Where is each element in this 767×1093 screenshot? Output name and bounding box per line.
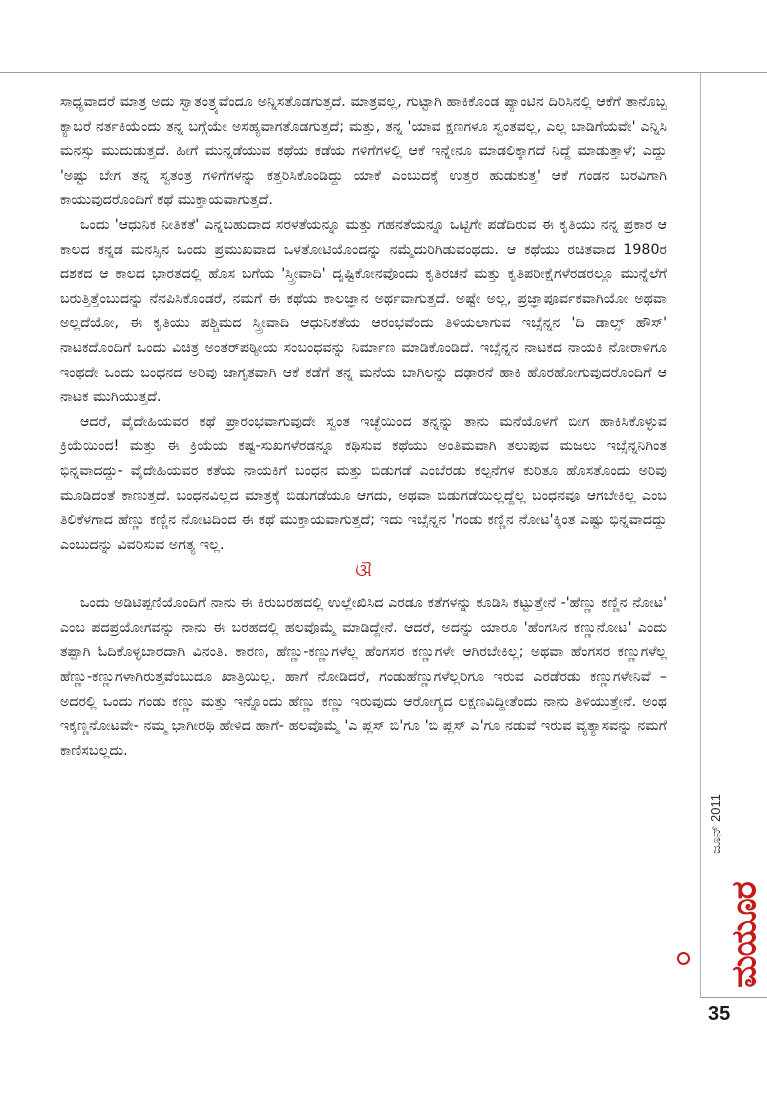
magazine-logo [723, 879, 767, 991]
circle-bullet-icon [677, 952, 690, 965]
page-number-rule [700, 997, 767, 998]
magazine-logo-text: ಮಯೂರ [725, 882, 765, 988]
issue-date-text: ಜೂನ್ 2011 [708, 793, 724, 855]
section-break-ornament-icon: ଔ [355, 561, 372, 582]
header-rule [0, 72, 767, 73]
paragraph: ಸಾಧ್ಯವಾದರೆ ಮಾತ್ರ ಅದು ಸ್ವಾತಂತ್ರ್ಯವೆಂದೂ ಅನ್ನಿಸತೊಡಗುತ್ತದೆ. ಮಾತ್ರವಲ್ಲ, ಗುಟ್ಟಾಗಿ ಹಾಕಿಕೊಂಡ ಪ್ಯಾಂಟಿನ ದಿರಿಸಿನಲ್ಲಿ ಆಕೆಗೆ ತಾನೊಬ್ಬ ಕ್ಯಾಬರೆ ನರ್ತಕಿಯೆಂದು ತನ್ನ ಬಗ್ಗೆಯೇ ಅಸಹ್ಯವಾಗತೊಡಗುತ್ತದೆ; ಮತ್ತು, ತನ್ನ 'ಯಾವ ಕ್ಷಣಗಳೂ ಸ್ವಂತವಲ್ಲ, ಎಲ್ಲ ಬಾಡಿಗೆಯವೇ' ಎನ್ನಿಸಿ ಮನಸ್ಸು ಮುದುಡುತ್ತದೆ. ಹೀಗೆ ಮುನ್ನಡೆಯುವ ಕಥೆಯ ಕಡೆಯ ಗಳಿಗೆಗಳಲ್ಲಿ ಆಕೆ ಇನ್ನೇನೂ ಮಾಡಲಿಕ್ಕಾಗದೆ ನಿದ್ದೆ ಮಾಡುತ್ತಾಳೆ; ಎದ್ದು 'ಅಷ್ಟು ಬೇಗ ತನ್ನ ಸ್ವತಂತ್ರ ಗಳಿಗೆಗಳನ್ನು ಕತ್ತರಿಸಿಕೊಂಡಿದ್ದು ಯಾಕೆ ಎಂಬುದಕ್ಕೆ ಉತ್ತರ ಹುಡುಕುತ್ತ' ಆಕೆ ಗಂಡನ ಬರವಿಗಾಗಿ ಕಾಯುವುದರೊಂದಿಗೆ ಕಥೆ ಮುಕ್ತಾಯವಾಗುತ್ತದೆ. [60, 94, 667, 209]
margin-masthead [701, 775, 767, 995]
page-number: 35 [708, 1003, 731, 1025]
issue-date [701, 775, 731, 873]
article-body [60, 90, 667, 763]
paragraph: ಆದರೆ, ವೈದೇಹಿಯವರ ಕಥೆ ಪ್ರಾರಂಭವಾಗುವುದೇ ಸ್ವಂತ ಇಚ್ಛೆಯಿಂದ ತನ್ನನ್ನು ತಾನು ಮನೆಯೊಳಗೆ ಬೀಗ ಹಾಕಿಸಿಕೊಳ್ಳುವ ಕ್ರಿಯೆಯಿಂದ! ಮತ್ತು ಈ ಕ್ರಿಯೆಯ ಕಷ್ಟ-ಸುಖಗಳೆರಡನ್ನೂ ಕಥಿಸುವ ಕಥೆಯು ಅಂತಿಮವಾಗಿ ತಲುಪುವ ಮಜಲು ಇಬ್ಸೆನ್ನನಿಗಿಂತ ಭಿನ್ನವಾದದ್ದು- ವೈದೇಹಿಯವರ ಕತೆಯ ನಾಯಕಿಗೆ ಬಂಧನ ಮತ್ತು ಬಿಡುಗಡೆ ಎಂಬೆರಡು ಕಲ್ಪನೆಗಳ ಕುರಿತೂ ಹೊಸತೊಂದು ಅರಿವು ಮೂಡಿದಂತೆ ಕಾಣುತ್ತದೆ. ಬಂಧನವಿಲ್ಲದ ಮಾತ್ರಕ್ಕೆ ಬಿಡುಗಡೆಯೂ ಆಗದು, ಅಥವಾ ಬಿಡುಗಡೆಯಿಲ್ಲದ್ದೆಲ್ಲ ಬಂಧನವೂ ಆಗಬೇಕಿಲ್ಲ ಎಂಬ ತಿಲಿಕೆಳಗಾದ ಹೆಣ್ಣು ಕಣ್ಣಿನ ನೋಟದಿಂದ ಈ ಕಥೆ ಮುಕ್ತಾಯವಾಗುತ್ತದೆ; ಇದು ಇಬ್ಸೆನ್ನನ 'ಗಂಡು ಕಣ್ಣಿನ ನೋಟ'ಕ್ಕಿಂತ ಎಷ್ಟು ಭಿನ್ನವಾದದ್ದು ಎಂಬುದನ್ನು ವಿವರಿಸುವ ಅಗತ್ಯ ಇಲ್ಲ. [60, 413, 667, 553]
paragraph: ಒಂದು ಅಡಿಟಿಪ್ಪಣಿಯೊಂದಿಗೆ ನಾನು ಈ ಕಿರುಬರಹದಲ್ಲಿ ಉಲ್ಲೇಖಿಸಿದ ಎರಡೂ ಕತೆಗಳನ್ನು ಕೂಡಿಸಿ ಕಟ್ಟುತ್ತೇನೆ -'ಹೆಣ್ಣು ಕಣ್ಣಿನ ನೋಟ' ಎಂಬ ಪದಪ್ರಯೋಗವನ್ನು ನಾನು ಈ ಬರಹದಲ್ಲಿ ಹಲವೊಮ್ಮೆ ಮಾಡಿದ್ದೇನೆ. ಆದರೆ, ಅದನ್ನು ಯಾರೂ 'ಹೆಂಗಸಿನ ಕಣ್ಣುನೋಟ' ಎಂದು ತಪ್ಪಾಗಿ ಓದಿಕೊಳ್ಳಬಾರದಾಗಿ ವಿನಂತಿ. ಕಾರಣ, ಹೆಣ್ಣು-ಕಣ್ಣುಗಳೆಲ್ಲ ಹೆಂಗಸರ ಕಣ್ಣುಗಳೇ ಆಗಿರಬೇಕಿಲ್ಲ; ಅಥವಾ ಹೆಂಗಸರ ಕಣ್ಣುಗಳೆಲ್ಲ ಹೆಣ್ಣು-ಕಣ್ಣುಗಳಾಗಿರುತ್ತವೆಂಬುದೂ ಖಾತ್ರಿಯಿಲ್ಲ. ಹಾಗೆ ನೋಡಿದರೆ, ಗಂಡುಹೆಣ್ಣುಗಳೆಲ್ಲರಿಗೂ ಇರುವ ಎರಡೆರಡು ಕಣ್ಣುಗಳೇನಿವೆ – ಅದರಲ್ಲಿ ಒಂದು ಗಂಡು ಕಣ್ಣು ಮತ್ತು ಇನ್ನೊಂದು ಹೆಣ್ಣು ಕಣ್ಣು ಇರುವುದು ಆರೋಗ್ಯದ ಲಕ್ಷಣವಿದ್ದೀತೆಂದು ನಾನು ತಿಳಿಯುತ್ತೇನೆ. ಅಂಥ ಇಕ್ಕಣ್ಣನೋಟವೇ- ನಮ್ಮ ಭಾಗೀರಥಿ ಹೇಳಿದ ಹಾಗೆ- ಹಲವೊಮ್ಮೆ 'ಎ ಪ್ಲಸ್ ಬಿ'ಗೂ 'ಬಿ ಪ್ಲಸ್ ಎ'ಗೂ ನಡುವೆ ಇರುವ ವ್ಯತ್ಯಾಸವನ್ನು ನಮಗೆ ಕಾಣಿಸಬಲ್ಲದು. [60, 595, 667, 759]
paragraph: ಒಂದು 'ಆಧುನಿಕ ನೀತಿಕತೆ' ಎನ್ನಬಹುದಾದ ಸರಳತೆಯನ್ನೂ ಮತ್ತು ಗಹನತೆಯನ್ನೂ ಒಟ್ಟಿಗೇ ಪಡೆದಿರುವ ಈ ಕೃತಿಯು ನನ್ನ ಪ್ರಕಾರ ಆ ಕಾಲದ ಕನ್ನಡ ಮನಸ್ಸಿನ ಒಂದು ಪ್ರಮುಖವಾದ ಒಳತೋಟಿಯೊಂದನ್ನು ನಮ್ಮೆದುರಿಗಿಡುವಂಥದು. ಆ ಕಥೆಯು ರಚಿತವಾದ 1980ರ ದಶಕದ ಆ ಕಾಲದ ಭಾರತದಲ್ಲಿ ಹೊಸ ಬಗೆಯ 'ಸ್ತ್ರೀವಾದಿ' ದೃಷ್ಟಿಕೋನವೊಂದು ಕೃತಿರಚನೆ ಮತ್ತು ಕೃತಿಪರೀಕ್ಷೆಗಳೆರಡರಲ್ಲೂ ಮುನ್ನೆಲೆಗೆ ಬರುತ್ತಿತ್ತೆಂಬುದನ್ನು ನೆನಪಿಸಿಕೊಂಡರೆ, ನಮಗೆ ಈ ಕಥೆಯ ಕಾಲಜ್ಞಾನ ಅರ್ಥವಾಗುತ್ತದೆ. ಅಷ್ಟೇ ಅಲ್ಲ, ಪ್ರಜ್ಞಾಪೂರ್ವಕವಾಗಿಯೋ ಅಥವಾ ಅಲ್ಲದೆಯೋ, ಈ ಕೃತಿಯು ಪಶ್ಚಿಮದ ಸ್ತ್ರೀವಾದಿ ಆಧುನಿಕತೆಯ ಆರಂಭವೆಂದು ತಿಳಿಯಲಾಗುವ ಇಬ್ಸೆನ್ನನ 'ದಿ ಡಾಲ್ಸ್ ಹೌಸ್' ನಾಟಕದೊಂದಿಗೆ ಒಂದು ವಿಚಿತ್ರ ಅಂತರ್‌ಪಠ್ಯೀಯ ಸಂಬಂಧವನ್ನು ನಿರ್ಮಾಣ ಮಾಡಿಕೊಂಡಿದೆ. ಇಬ್ಸೆನ್ನನ ನಾಟಕದ ನಾಯಕಿ ನೋರಾಳಿಗೂ ಇಂಥದೇ ಒಂದು ಬಂಧನದ ಅರಿವು ಜಾಗೃತವಾಗಿ ಆಕೆ ಕಡೆಗೆ ತನ್ನ ಮನೆಯ ಬಾಗಿಲನ್ನು ದಢಾರನೆ ಹಾಕಿ ಹೊರಹೋಗುವುದರೊಂದಿಗೆ ಆ ನಾಟಕ ಮುಗಿಯುತ್ತದೆ. [60, 216, 667, 406]
